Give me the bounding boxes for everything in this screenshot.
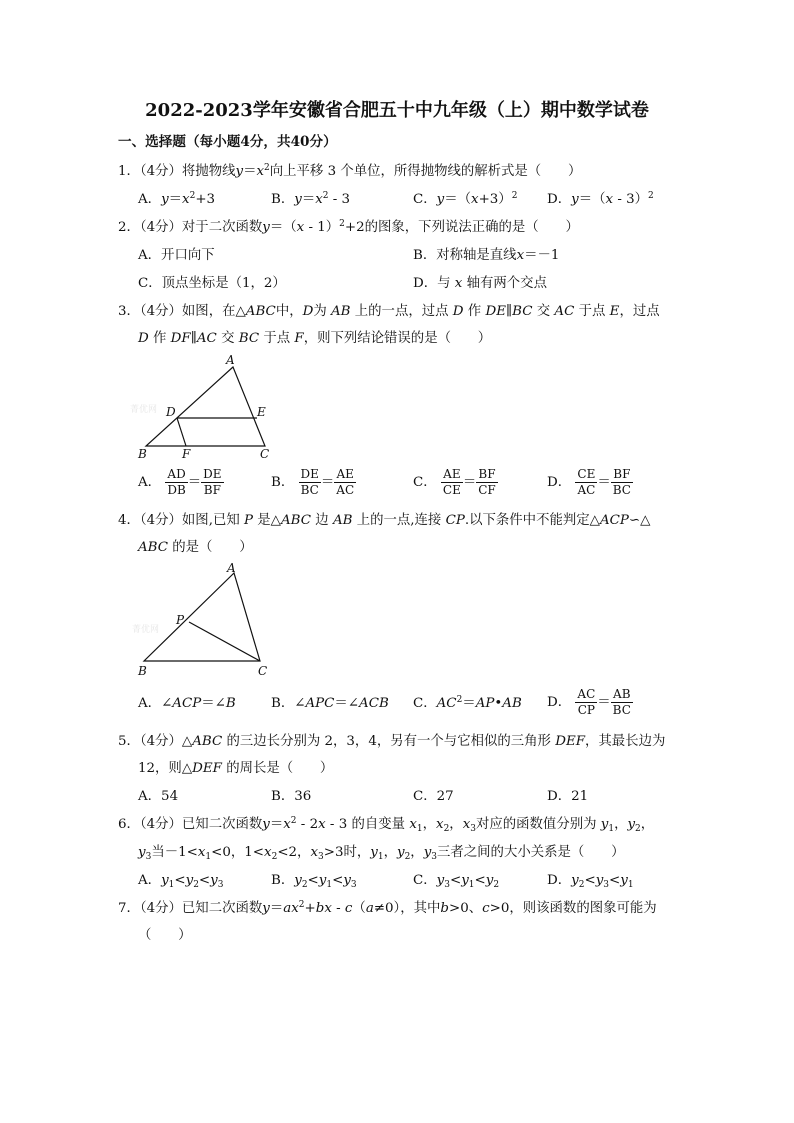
page-title: 2022-2023学年安徽省合肥五十中九年级（上）期中数学试卷 (145, 100, 649, 121)
q1-option-a[interactable]: A．$y=x^2+3$ (138, 191, 216, 207)
q3-option-a[interactable]: A． $\frac{AD}{DB}$ ＝ $\frac{DE}{BF}$ (138, 467, 222, 498)
q6-option-b[interactable]: B．$y_2<y_1<y_3$ (271, 873, 357, 890)
question-5-line-1: 5．（4分）△ABC 的三边长分别为 2，3，4，另有一个与它相似的三角形 DEF，其最长边为 (118, 734, 666, 749)
question-3-line-2: D 作 DF∥AC 交 BC 于点 F，则下列结论错误的是（ ） (138, 331, 492, 346)
q3-figure-triangle (130, 350, 290, 462)
question-6-line-1: 6．（4分）已知二次函数$y=x^2 - 2x - 3$ 的自变量 $x_1$，$x_2$，$x_3$对应的函数值分别为 $y_1$，$y_2$， (118, 816, 655, 834)
q5-option-c[interactable]: C．27 (413, 789, 454, 804)
svg-text:菁优网: 菁优网 (132, 625, 160, 635)
svg-text:菁优网: 菁优网 (130, 405, 158, 415)
q3-option-c[interactable]: C． $\frac{AE}{CE}$ ＝ $\frac{BF}{CF}$ (413, 467, 496, 498)
question-4-line-1: 4．（4分）如图,已知 P 是△ABC 边 AB 上的一点,连接 CP.以下条件中不能判定△ACP∽△ (118, 513, 651, 528)
q4-label-p: P (176, 613, 185, 627)
q4-option-a[interactable]: A．∠ACP＝∠B (138, 696, 236, 711)
q4-option-d[interactable]: D． $\frac{AC}{CP}$ ＝ $\frac{AB}{BC}$ (547, 687, 631, 718)
q4-label-b: B (138, 664, 147, 678)
question-2: 2．（4分）对于二次函数y＝（x - 1）$^2$+2的图象，下列说法正确的是（ ） (118, 219, 579, 235)
q5-option-a[interactable]: A．54 (138, 789, 179, 804)
q2-option-b[interactable]: B．对称轴是直线x＝－1 (413, 248, 560, 263)
section-heading: 一、选择题（每小题4分，共40分） (118, 134, 337, 150)
q1-option-c[interactable]: C．$y=(x+3)^2$ (413, 191, 518, 207)
q1-option-d[interactable]: D．y＝（x - 3）$^2$ (547, 191, 654, 207)
q4-option-c[interactable]: C．$AC^2=AP•AB$ (413, 695, 522, 711)
q6-option-c[interactable]: C．$y_3<y_1<y_2$ (413, 873, 500, 890)
q4-figure-triangle (132, 560, 282, 682)
q5-option-d[interactable]: D．21 (547, 789, 589, 804)
question-3-line-1: 3．（4分）如图，在△ABC中，D为 AB 上的一点，过点 D 作 DE∥BC 交 AC 于点 E，过点 (118, 304, 660, 319)
question-7-line-1: 7．（4分）已知二次函数$y=ax^2+bx - c(a\ne 0)$，其中b>0、c>0，则该函数的图象可能为 (118, 900, 657, 916)
q6-option-a[interactable]: A．$y_1<y_2<y_3$ (138, 873, 224, 890)
q2-option-a[interactable]: A．开口向下 (138, 248, 215, 263)
question-5-line-2: 12，则△DEF 的周长是（ ） (138, 761, 334, 776)
q1-option-b[interactable]: B．$y=x^2 - 3$ (271, 191, 351, 207)
q3-label-e: E (257, 405, 266, 419)
q3-label-f: F (182, 447, 191, 461)
q4-option-b[interactable]: B．∠APC＝∠ACB (271, 696, 389, 711)
question-6-line-2: $y_3$当$-1<x_1<0$，$1<x_2<2$，$x_3>3$时，$y_1$，$y_2$，$y_3$三者之间的大小关系是（ ） (138, 845, 625, 862)
q6-option-d[interactable]: D．$y_2<y_3<y_1$ (547, 873, 634, 890)
question-7-line-2: （ ） (138, 928, 192, 943)
q5-option-b[interactable]: B．36 (271, 789, 312, 804)
q4-label-a: A (227, 561, 236, 575)
q3-option-b[interactable]: B． $\frac{DE}{BC}$ ＝ $\frac{AE}{AC}$ (271, 467, 355, 498)
q3-label-a: A (226, 353, 235, 367)
q2-option-c[interactable]: C．顶点坐标是（1，2） (138, 276, 286, 291)
q4-label-c: C (258, 664, 268, 678)
q3-label-b: B (138, 447, 147, 461)
question-4-line-2: ABC 的是（ ） (138, 540, 253, 555)
q3-option-d[interactable]: D． $\frac{CE}{AC}$ ＝ $\frac{BF}{BC}$ (547, 467, 631, 498)
q3-label-d: D (166, 405, 176, 419)
q2-option-d[interactable]: D．与 x 轴有两个交点 (413, 276, 547, 291)
q3-label-c: C (260, 447, 270, 461)
question-1: 1．（4分）将抛物线$y=x^2$向上平移 3 个单位，所得抛物线的解析式是（ ） (118, 163, 582, 179)
